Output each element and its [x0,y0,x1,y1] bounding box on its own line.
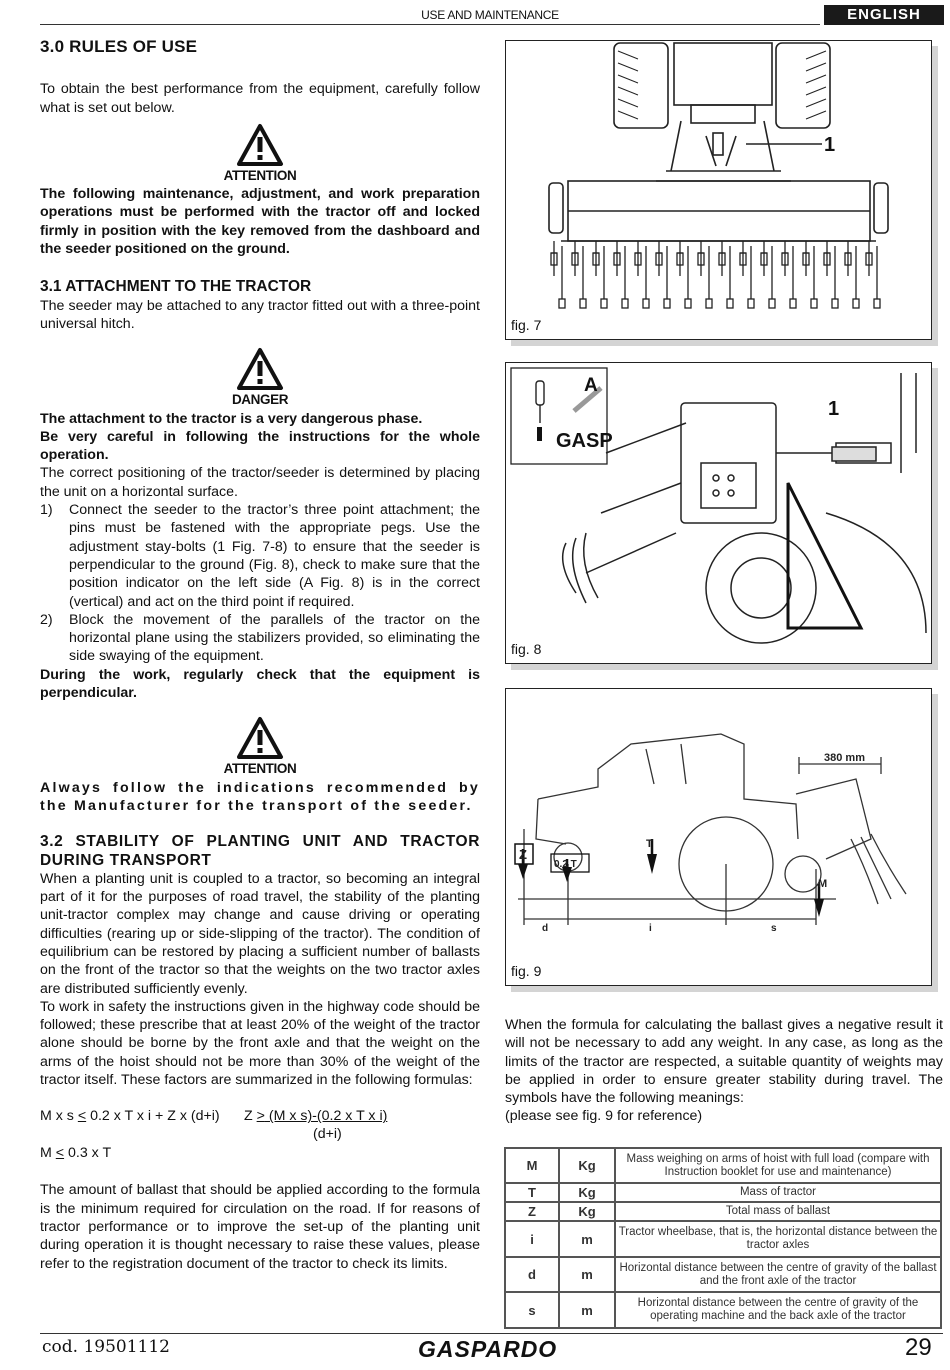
attention-block-1 [40,123,480,185]
table-row [505,1257,941,1292]
header-title: USE AND MAINTENANCE [421,8,559,22]
section-3-0-heading: 3.0 RULES OF USE [40,37,198,56]
figure-8 [505,362,932,664]
symbol-cell: Z [505,1202,559,1221]
formula-3: M < 0.3 x T [40,1145,112,1162]
ballast-note: When the formula for calculating the ballast gives a negative result it will not be necessary to add any weight. In any case, as long as the limits of the tractor are respected, a suitable quantity of weights may be applied in order to ensure greater stability during travel. The symbols have the following meanings: [505,1017,943,1107]
unit-cell: m [559,1292,615,1328]
figure-7 [505,40,932,340]
page-number: 29 [905,1334,932,1361]
danger-line-1: The attachment to the tractor is a very dangerous phase. [40,410,423,427]
label-s: s [771,923,777,934]
figure-9 [505,688,932,986]
left-column [40,38,480,1273]
section-3-2-para-1: When a planting unit is coupled to a tractor, so becoming an integral part of it for the purposes of road travel, the stability of the planting unit-tractor complex may change and cause driving or operating difficulties (rearing up or side-slipping of the tractor). The condition of equilibrium can be restored by placing a sufficient number of ballasts on the front of the tractor so that the weights on the two tractor axles are distributed sufficiently evenly. [40,870,480,997]
label-z: Z [519,847,527,862]
figure-caption: fig. 8 [511,641,542,657]
callout-1: 1 [824,134,836,156]
section-3-0-intro: To obtain the best performance from the equipment, carefully follow what is set out below. [40,81,480,116]
symbol-cell: i [505,1221,559,1256]
inset-brand: GASP [556,430,613,452]
section-3-1-heading: 3.1 ATTACHMENT TO THE TRACTOR [40,278,312,296]
positioning-text: The correct positioning of the tractor/seeder is determined by placing the unit on a horizontal surface. [40,465,480,500]
language-badge: ENGLISH [824,5,944,25]
seeder-top-view-drawing [506,41,931,339]
right-column-text [505,1016,943,1126]
table-row [505,1183,941,1202]
description-cell: Mass of tractor [615,1183,941,1202]
section-3-2-para-2: To work in safety the instructions given in the highway code should be followed; these prescribe that at least 20% of the weight of the tractor alone should be borne by the front axle and that the weight on the arms of the hoist should not be more than 30% of the weight of the tractor itself. These factors are summarized in the following formulas: [40,998,480,1089]
label-380mm: 380 mm [824,752,865,764]
table-row [505,1202,941,1221]
figure-caption: fig. 9 [511,963,542,979]
list-item [40,611,480,666]
symbol-cell: T [505,1183,559,1202]
list-number: 2) [40,611,53,628]
brand-logo: GASPARDO [418,1336,558,1362]
description-cell: Tractor wheelbase, that is, the horizontal distance between the tractor axles [615,1221,941,1256]
footer-rule [40,1333,943,1334]
danger-block [40,347,480,409]
section-3-2-heading: 3.2 STABILITY OF PLANTING UNIT AND TRACTOR DURING TRANSPORT [40,833,480,869]
attention-label: ATTENTION [223,167,297,183]
list-text: Connect the seeder to the tractor’s three point attachment; the pins must be fastened with the appropriate pegs. Use the adjustment stay-bolts (1 Fig. 7-8) to ensure that the seeder is perpendicular to the ground (Fig. 8), check to make sure that the position indicator on the left side (A Fig. 8) is in the correct (vertical) and act on the third point if required. [69,502,480,610]
figure-caption: fig. 7 [511,317,542,333]
unit-cell: Kg [559,1183,615,1202]
list-number: 1) [40,502,53,519]
unit-cell: m [559,1221,615,1256]
list-text: Block the movement of the parallels of the tractor on the horizontal plane using the stabilizers provided, so eliminating the side swaying of the equipment. [69,611,480,665]
symbol-cell: M [505,1148,559,1183]
seeder-side-view-drawing [506,363,931,663]
unit-cell: m [559,1257,615,1292]
section-3-1-intro: The seeder may be attached to any tractor fitted out with a three-point universal hitch. [40,297,480,332]
unit-cell: Kg [559,1148,615,1183]
table-row [505,1221,941,1256]
formula-1: M x s < 0.2 x T x i + Z x (d+i) [40,1108,220,1125]
reference-note: (please see fig. 9 for reference) [505,1108,703,1125]
list-item [40,501,480,611]
warning-triangle-icon [236,716,284,760]
unit-cell: Kg [559,1202,615,1221]
danger-triangle-icon [236,347,284,391]
symbols-table [504,1147,942,1329]
attention-text-1: The following maintenance, adjustment, and work preparation operations must be performed with the tractor off and locked firmly in position with the key removed from the dashboard and the seeder positioned on the ground. [40,186,480,258]
table-row [505,1148,941,1183]
label-i: i [649,923,652,934]
danger-label: DANGER [231,392,289,408]
ballast-diagram-drawing [506,689,931,985]
description-cell: Mass weighing on arms of hoist with full load (compare with Instruction booklet for use and maintenance) [615,1148,941,1183]
section-3-2-para-3: The amount of ballast that should be applied according to the formula is the minimum required for circulation on the road. If for reasons of tractor performance or to improve the set-up of the planting unit during operation it is thought necessary to raise these values, please refer to the registration document of the tractor to check its limits. [40,1182,480,1272]
symbol-cell: s [505,1292,559,1328]
attention-label: ATTENTION [223,761,297,777]
label-0-2t: 0.2 T [554,859,577,870]
formula-block [40,1107,480,1165]
formula-2-denominator: (d+i) [313,1126,342,1143]
warning-triangle-icon [236,123,284,167]
callout-a: A [584,375,598,396]
attention-text-2: Always follow the indications recommended by the Manufacturer for the transport of the seeder. [40,779,480,814]
document-code: cod. 19501112 [42,1337,170,1357]
label-t: T [646,838,653,850]
label-d: d [542,923,549,934]
description-cell: Horizontal distance between the centre of gravity of the operating machine and the back axle of the tractor [615,1292,941,1328]
table-row [505,1292,941,1328]
header-rule [40,24,820,25]
description-cell: Horizontal distance between the centre of gravity of the ballast and the front axle of the tractor [615,1257,941,1292]
description-cell: Total mass of ballast [615,1202,941,1221]
attention-block-2 [40,716,480,778]
danger-line-2: Be very careful in following the instructions for the whole operation. [40,428,480,464]
symbol-cell: d [505,1257,559,1292]
check-note: During the work, regularly check that the equipment is perpendicular. [40,666,480,702]
label-m: M [818,878,828,890]
callout-1: 1 [828,398,840,420]
formula-2-numerator: Z > (M x s)-(0.2 x T x i) [244,1108,388,1125]
